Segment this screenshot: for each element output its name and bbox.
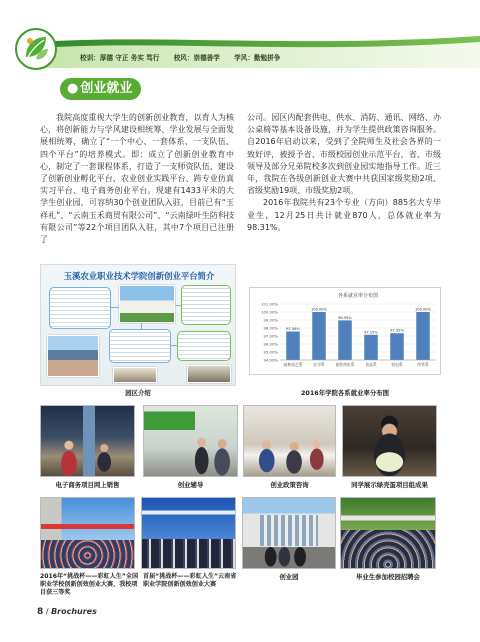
bar-value-label: 97.15%	[364, 330, 378, 335]
photo-caption: 电子商务项目网上销售	[55, 481, 120, 489]
photo-challenge-cup-provincial	[141, 497, 236, 569]
y-tick-label: 94.00%	[263, 357, 278, 363]
photo-green-egg-project	[342, 405, 437, 477]
x-category-label: 机电系	[391, 362, 403, 367]
bar	[286, 332, 300, 360]
photo-startup-park	[242, 497, 336, 569]
photo-caption: 创业政策咨询	[270, 481, 309, 489]
chart-caption: 2016年学院各系就业率分布图	[300, 389, 390, 397]
photo-caption: 2016年“挑战杯——彩虹人生”全国职业学校创新创效创业大赛，我校项目获三等奖	[40, 573, 139, 596]
photo-caption: 首届“挑战杯——彩虹人生”云南省职业学院创新创效创业大赛	[143, 573, 237, 588]
header-wave-decoration	[0, 32, 480, 70]
photo-caption: 毕业生参加校园招聘会	[356, 573, 420, 581]
body-column-right	[247, 112, 441, 234]
diagram-photo-office	[113, 367, 157, 383]
y-tick-label: 100.00%	[261, 309, 278, 315]
body-column-left	[40, 112, 234, 246]
page-number: 8	[37, 607, 44, 617]
bar-value-label: 100.00%	[415, 307, 431, 312]
school-emblem-icon	[14, 27, 58, 71]
section-title	[60, 78, 141, 100]
diagram-connector	[111, 307, 119, 308]
photo-startup-coaching	[143, 405, 238, 477]
bullet-icon: ●	[67, 81, 79, 96]
body-paragraph: 我院高度重视大学生的创新创业教育，以育人为核心，将创新能力与学风建设相统筹、学业发展与全面发展相统筹，确立了“一个中心、一套体系、一支队伍、四个平台”的培养模式。即：成立了创新创业教育中心，制定了一套课程体系，打造了一支师资队伍，建设了创新创业孵化平台、农业创业实践平台、跨专业仿真实习平台、电子商务创业平台。现建有1433平米的大学生创业园，可容纳30个创业团队入驻，目前已有“玉祥礼”、“云南玉禾商贸有限公司”、“云南绿叶生防科技有限公司”等22个项目团队入驻，其中7个项目已注册了	[40, 113, 234, 245]
bar-value-label: 97.35%	[390, 328, 404, 333]
bar-value-label: 98.95%	[338, 315, 352, 320]
park-intro-image	[40, 264, 236, 386]
diagram-photo-meeting	[187, 365, 231, 383]
motto-text: 校训：厚德 守正 务实 笃行	[80, 54, 160, 62]
section-title-text: 创业就业	[80, 81, 133, 96]
diagram-box	[177, 331, 231, 361]
study-style-text: 学风：勤勉拼争	[234, 54, 281, 62]
diagram-connector	[171, 345, 177, 346]
diagram-box	[49, 287, 111, 329]
diagram-photo-building	[119, 285, 175, 323]
park-intro-title: 玉溪农业职业技术学院创新创业平台简介	[63, 271, 215, 281]
bar-value-label: 100.00%	[311, 307, 327, 312]
x-category-label: 经管系	[417, 362, 429, 367]
photo-policy-consulting	[243, 405, 336, 477]
chart-bars	[284, 308, 432, 368]
photo-caption: 创业园	[279, 573, 299, 581]
bar	[390, 333, 404, 360]
page-header	[0, 26, 480, 74]
bar	[364, 335, 378, 360]
photo-caption: 同学展示绿壳蛋项目组成果	[351, 481, 428, 489]
photo-job-fair	[340, 497, 436, 569]
y-tick-label: 99.00%	[263, 317, 278, 323]
page-footer	[37, 607, 97, 617]
y-tick-label: 101.00%	[261, 301, 278, 307]
footer-label: Brochures	[51, 607, 97, 616]
y-tick-label: 98.00%	[263, 325, 278, 331]
photo-challenge-cup-national	[40, 497, 135, 569]
y-tick-label: 96.00%	[263, 341, 278, 347]
diagram-connector	[141, 323, 142, 329]
chart-title: 各系就业率分布图	[337, 293, 379, 299]
school-motto	[80, 52, 292, 62]
photo-ecommerce-sales	[40, 405, 135, 477]
diagram-photo-group	[47, 335, 99, 377]
diagram-box	[109, 329, 171, 363]
x-category-label: 食品系	[365, 362, 377, 367]
bar	[338, 320, 352, 360]
footer-separator: /	[45, 607, 49, 616]
y-tick-label: 97.00%	[263, 333, 278, 339]
bar	[312, 312, 326, 360]
school-style-text: 校风：崇德善学	[173, 54, 220, 62]
y-tick-label: 95.00%	[263, 349, 278, 355]
bar-value-label: 97.56%	[286, 327, 300, 332]
park-intro-caption: 园区介绍	[125, 389, 151, 397]
employment-paragraph: 2016年我院共有23个专业（方向）885名大专毕业生，12月25日共计就业870人，总体就业率为98.31%。	[247, 198, 441, 232]
chart-svg	[250, 288, 442, 376]
x-category-label: 园林园艺系	[283, 362, 303, 367]
employment-rate-chart	[249, 287, 441, 375]
x-category-label: 畜牧兽医系	[335, 362, 355, 367]
bar	[416, 312, 430, 360]
photo-caption: 创业辅导	[177, 481, 204, 489]
body-paragraph: 公司。园区内配套供电、供水、消防、通讯、网络、办公桌椅等基本设备设施，并为学生提供政策咨询服务。自2016年启动以来，受到了全院师生及社会各界的一致好评，被授予省、市级校园创业示范平台，省、市级领导及部分兄弟院校多次到创业园实地指导工作。近三年，我院在各级创新创业大赛中共获国家级奖励2项、省级奖励19项、市级奖励2项。	[247, 113, 441, 196]
x-category-label: 农学系	[313, 362, 325, 367]
diagram-box	[181, 285, 231, 325]
diagram-connector	[175, 305, 181, 306]
